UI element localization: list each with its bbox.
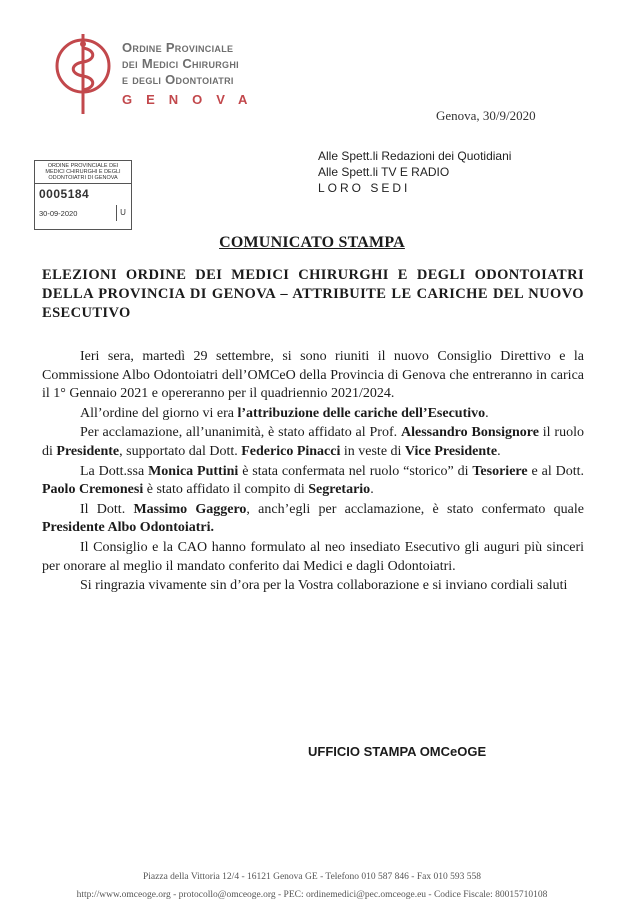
president-role: Presidente — [56, 443, 120, 459]
page-footer — [0, 868, 624, 904]
stamp-header — [35, 161, 131, 184]
press-release-subtitle: ELEZIONI ORDINE DEI MEDICI CHIRURGHI E DEGLI ODONTOIATRI DELLA PROVINCIA DI GENOVA – ATTRIBUITE LE CARICHE DEL NUOVO ESECUTIVO — [42, 267, 584, 321]
paragraph-president — [42, 424, 584, 461]
organization-name — [122, 40, 239, 88]
president-name: Alessandro Bonsignore — [401, 425, 539, 441]
press-release-body — [42, 348, 584, 597]
org-name-line3: e degli Odontoiatri — [122, 72, 234, 87]
paragraph-treasurer — [42, 463, 584, 500]
vice-president-role: Vice Presidente — [404, 443, 498, 459]
treasurer-text-3: e al Dott. — [527, 463, 584, 479]
stamp-header-line3: ODONTOIATRI DI GENOVA — [48, 175, 118, 181]
cao-text-2: , anch’egli per acclamazione, è stato confermato quale — [246, 501, 584, 517]
org-name-line2: dei Medici Chirurghi — [122, 56, 239, 71]
treasurer-text-4: è stato affidato il compito di — [143, 482, 309, 498]
president-text-end: . — [497, 443, 501, 459]
stamp-date: 30-09-2020 — [39, 209, 78, 218]
cao-president-name: Massimo Gaggero — [133, 501, 247, 517]
recipient-line-sedi: LORO SEDI — [318, 181, 411, 195]
recipient-line-newspapers: Alle Spett.li Redazioni dei Quotidiani — [318, 149, 512, 163]
org-name-line1: Ordine Provinciale — [122, 40, 234, 55]
page-title: COMUNICATO STAMPA — [219, 234, 405, 251]
protocol-stamp — [34, 160, 132, 230]
treasurer-role: Tesoriere — [472, 463, 528, 479]
order-logo-icon — [52, 30, 114, 116]
footer-address: Piazza della Vittoria 12/4 - 16121 Genova GE - Telefono 010 587 846 - Fax 010 593 558 — [143, 872, 481, 882]
paragraph-meeting: Ieri sera, martedì 29 settembre, si sono riuniti il nuovo Consiglio Direttivo e la Commissione Albo Odontoiatri dell’OMCeO della Provincia di Genova che entreranno in carica il 1° Gennaio 2021 e opereranno per il quadriennio 2021/2024. — [42, 349, 584, 402]
treasurer-text-2: è stata confermata nel ruolo “storico” di — [238, 463, 473, 479]
recipient-line-tv-radio: Alle Spett.li TV E RADIO — [318, 165, 450, 179]
president-text-4: in veste di — [340, 443, 405, 459]
president-text-1: Per acclamazione, all’unanimità, è stato affidato al Prof. — [80, 425, 401, 441]
stamp-header-line1: ORDINE PROVINCIALE DEI — [47, 163, 119, 169]
paragraph-cao-president — [42, 501, 584, 538]
president-text-2: il ruolo di — [42, 425, 584, 459]
letter-date: Genova, 30/9/2020 — [436, 108, 536, 123]
paragraph-wishes: Il Consiglio e la CAO hanno formulato al neo insediato Esecutivo gli auguri più sinceri per onorare al meglio il mandato conferito dai Medici e dagli Odontoiatri. — [42, 539, 584, 574]
signature: UFFICIO STAMPA OMCeOGE — [308, 744, 487, 759]
vice-president-name: Federico Pinacci — [241, 443, 341, 459]
paragraph-closing: Si ringrazia vivamente sin d’ora per la Vostra collaborazione e si inviano cordiali saluti — [80, 578, 568, 594]
footer-contacts: http://www.omceoge.org - protocollo@omceoge.org - PEC: ordinemedici@pec.omceoge.eu - Codice Fiscale: 80015710108 — [76, 890, 548, 900]
stamp-mark: U — [116, 205, 129, 221]
agenda-end: . — [485, 405, 489, 421]
agenda-text: All’ordine del giorno vi era — [80, 405, 238, 421]
cao-text-1: Il Dott. — [80, 501, 134, 517]
treasurer-name: Monica Puttini — [148, 463, 239, 479]
secretary-name: Paolo Cremonesi — [42, 482, 144, 498]
org-city: GENOVA — [122, 92, 262, 107]
recipients-block — [318, 148, 511, 196]
stamp-header-line2: MEDICI CHIRURGHI E DEGLI — [45, 169, 121, 175]
president-text-3: , supportato dal Dott. — [119, 443, 242, 459]
cao-president-role: Presidente Albo Odontoiatri. — [42, 520, 215, 536]
paragraph-agenda — [42, 405, 584, 424]
secretary-role: Segretario — [308, 482, 371, 498]
treasurer-text-1: La Dott.ssa — [80, 463, 149, 479]
agenda-highlight: l’attribuzione delle cariche dell’Esecutivo — [237, 405, 486, 421]
stamp-protocol-number: 0005184 — [39, 187, 90, 201]
treasurer-text-end: . — [370, 482, 374, 498]
